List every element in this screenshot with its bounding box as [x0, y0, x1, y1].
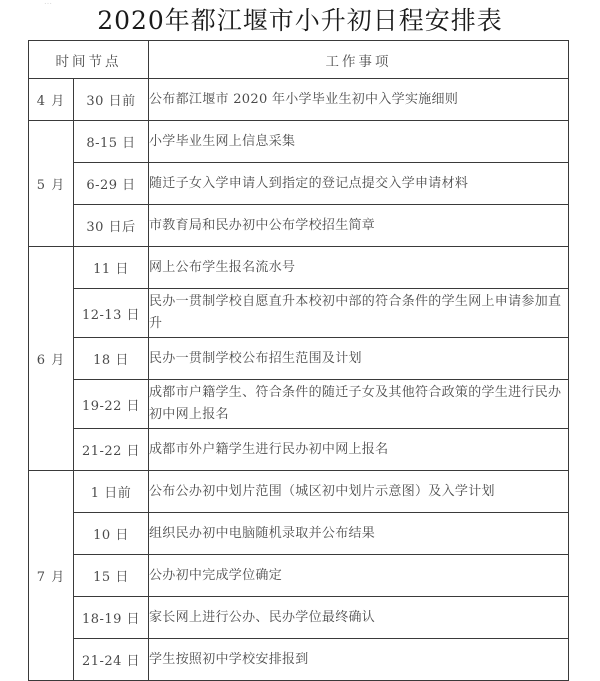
cell-day: 18-19 日 — [74, 597, 149, 639]
scan-artifact-text: … — [44, 0, 54, 5]
cell-task: 民办一贯制学校公布招生范围及计划 — [149, 338, 569, 380]
cell-task: 家长网上进行公办、民办学位最终确认 — [149, 597, 569, 639]
cell-task: 市教育局和民办初中公布学校招生简章 — [149, 205, 569, 247]
table-row — [29, 429, 569, 471]
table-row — [29, 471, 569, 513]
cell-task: 成都市户籍学生、符合条件的随迁子女及其他符合政策的学生进行民办初中网上报名 — [149, 380, 569, 429]
cell-task: 网上公布学生报名流水号 — [149, 247, 569, 289]
cell-day: 8-15 日 — [74, 121, 149, 163]
table-row — [29, 555, 569, 597]
cell-day: 30 日后 — [74, 205, 149, 247]
cell-task: 组织民办初中电脑随机录取并公布结果 — [149, 513, 569, 555]
table-row — [29, 380, 569, 429]
cell-month: 7 月 — [29, 471, 74, 681]
cell-task: 小学毕业生网上信息采集 — [149, 121, 569, 163]
cell-month: 4 月 — [29, 79, 74, 121]
cell-task: 成都市外户籍学生进行民办初中网上报名 — [149, 429, 569, 471]
table-header — [29, 41, 569, 79]
cell-month: 5 月 — [29, 121, 74, 247]
header-time-node: 时间节点 — [29, 41, 149, 79]
cell-day: 21-24 日 — [74, 639, 149, 681]
cell-task: 公布公办初中划片范围（城区初中划片示意图）及入学计划 — [149, 471, 569, 513]
table-row — [29, 247, 569, 289]
table-row — [29, 205, 569, 247]
table-row — [29, 639, 569, 681]
cell-month: 6 月 — [29, 247, 74, 471]
cell-task: 民办一贯制学校自愿直升本校初中部的符合条件的学生网上申请参加直升 — [149, 289, 569, 338]
cell-day: 30 日前 — [74, 79, 149, 121]
cell-day: 10 日 — [74, 513, 149, 555]
cell-task: 公办初中完成学位确定 — [149, 555, 569, 597]
header-row — [29, 41, 569, 79]
cell-task: 公布都江堰市 2020 年小学毕业生初中入学实施细则 — [149, 79, 569, 121]
cell-day: 11 日 — [74, 247, 149, 289]
cell-day: 18 日 — [74, 338, 149, 380]
cell-day: 19-22 日 — [74, 380, 149, 429]
page-title: 2020年都江堰市小升初日程安排表 — [97, 6, 503, 35]
cell-task: 随迁子女入学申请人到指定的登记点提交入学申请材料 — [149, 163, 569, 205]
cell-day: 12-13 日 — [74, 289, 149, 338]
table-row — [29, 513, 569, 555]
table-row — [29, 163, 569, 205]
header-work-item: 工作事项 — [149, 41, 569, 79]
cell-task: 学生按照初中学校安排报到 — [149, 639, 569, 681]
table-row — [29, 289, 569, 338]
cell-day: 6-29 日 — [74, 163, 149, 205]
table-row — [29, 338, 569, 380]
table-row — [29, 597, 569, 639]
cell-day: 15 日 — [74, 555, 149, 597]
cell-day: 1 日前 — [74, 471, 149, 513]
table-body — [29, 79, 569, 681]
table-row — [29, 79, 569, 121]
table-row — [29, 121, 569, 163]
cell-day: 21-22 日 — [74, 429, 149, 471]
schedule-table — [28, 40, 569, 681]
